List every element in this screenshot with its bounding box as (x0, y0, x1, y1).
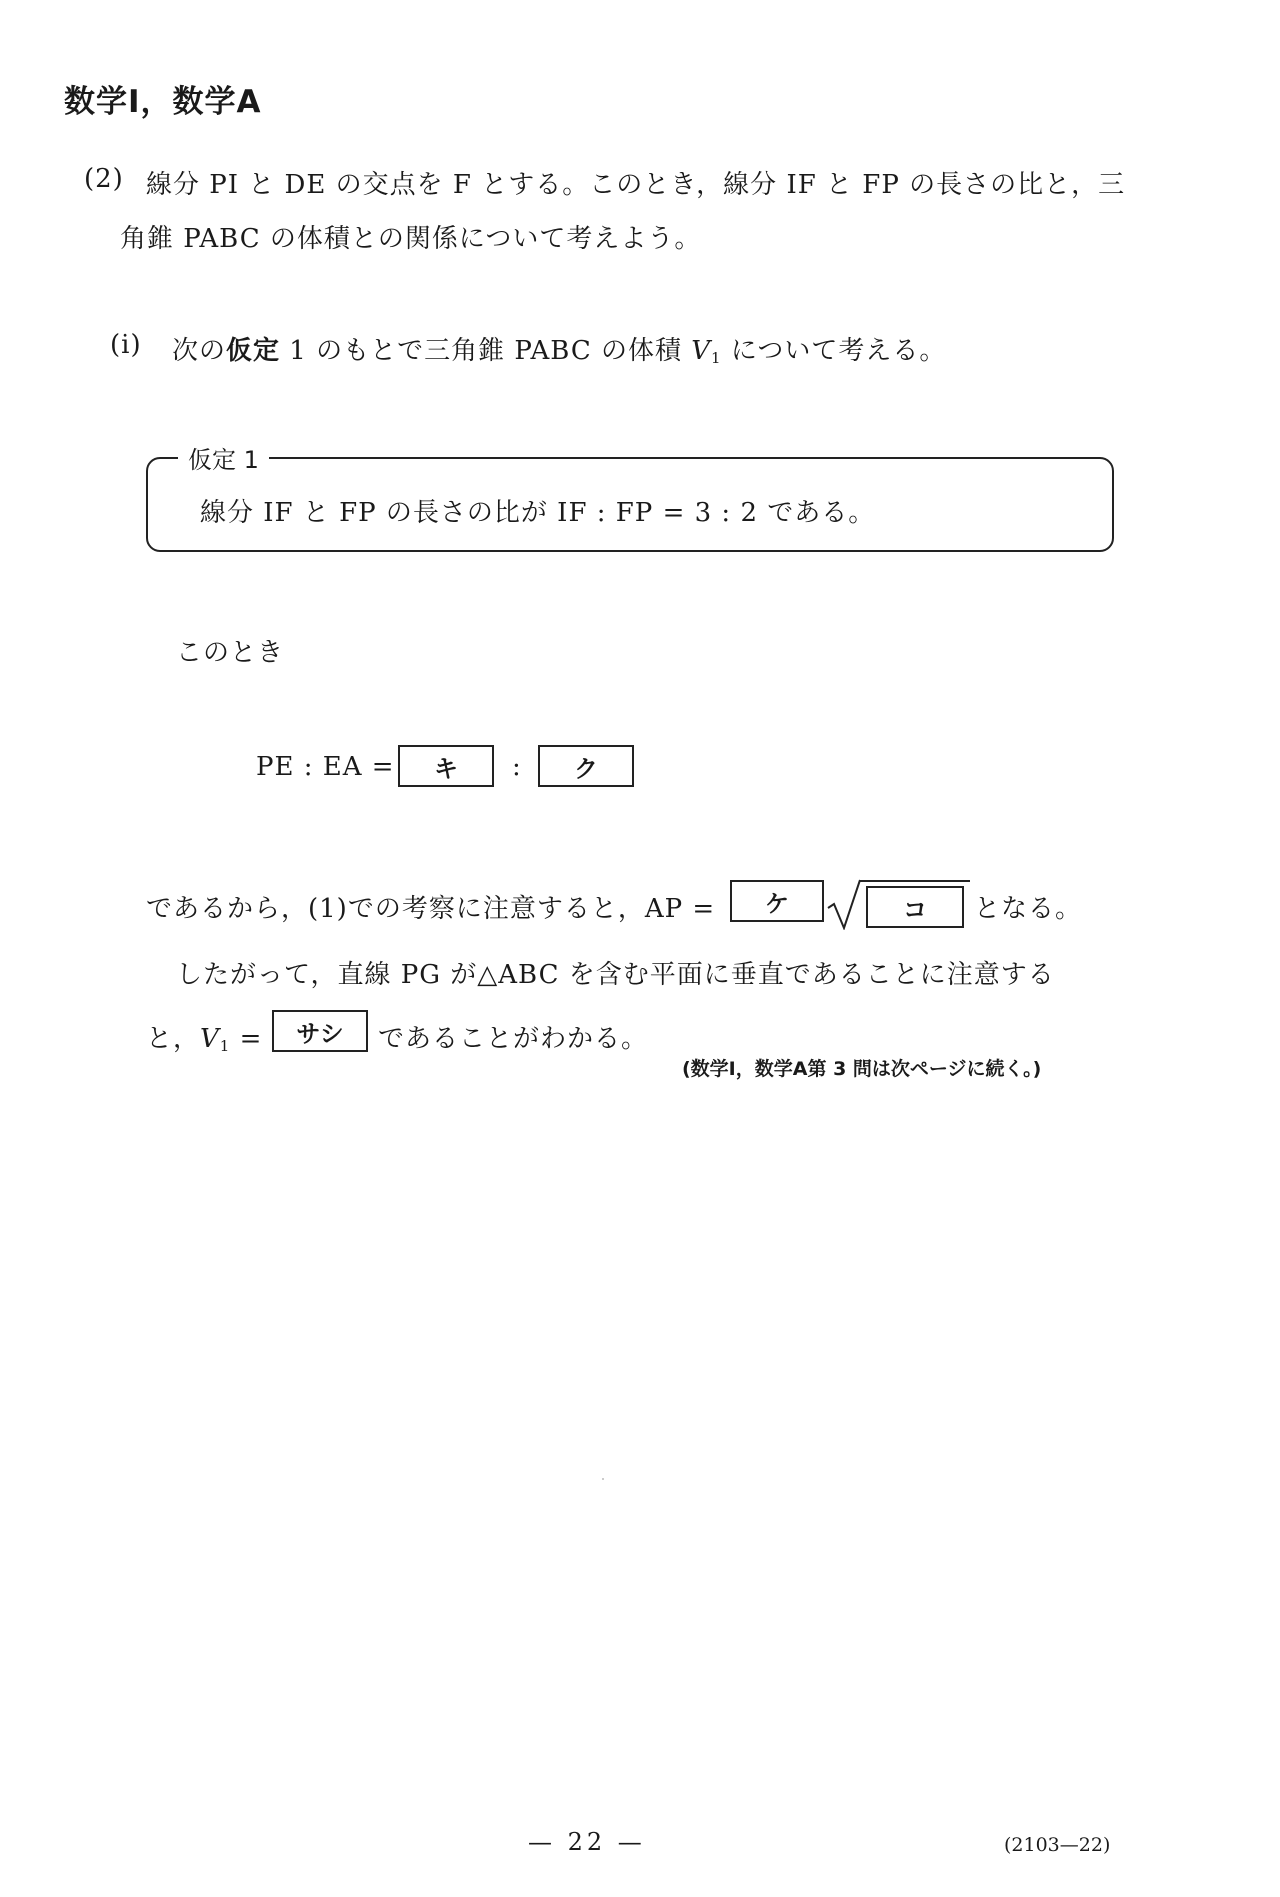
problem-2-label: (2) (84, 164, 124, 194)
problem-2-line-1: 線分 PI と DE の交点を F とする。このとき，線分 IF と FP の長さの比と，三 (146, 170, 1126, 200)
assumption-text: 線分 IF と FP の長さの比が IF : FP = 3 : 2 である。 (200, 498, 876, 528)
answer-box-ko[interactable]: コ (866, 886, 964, 928)
volume-variable: $V_1$ (691, 336, 722, 367)
square-root-icon (826, 878, 862, 930)
part-i-label: (i) (110, 330, 142, 360)
ratio-colon: : (512, 752, 522, 782)
ratio-lhs: PE : EA = (256, 752, 395, 782)
ap-line-after: となる。 (974, 894, 1083, 924)
scan-speck (602, 1478, 604, 1480)
section-header: 数学Ⅰ，数学A (64, 84, 262, 120)
answer-box-ke[interactable]: ケ (730, 880, 824, 922)
ap-line-text: であるから，(1)での考察に注意すると，AP = (146, 894, 716, 924)
square-root-bar (860, 880, 970, 882)
answer-box-ki[interactable]: キ (398, 745, 494, 787)
assumption-title: 仮定 1 (178, 440, 269, 475)
answer-box-ku[interactable]: ク (538, 745, 634, 787)
page-code: (2103—22) (1004, 1834, 1111, 1856)
then-text: このとき (176, 638, 285, 668)
v1-line-text: と，$V_1$ = (146, 1024, 263, 1055)
part-i-text: 次の仮定 1 のもとで三角錐 PABC の体積 $V_1$ について考える。 (172, 336, 947, 367)
v1-line-after: であることがわかる。 (378, 1024, 649, 1054)
continuation-note: (数学Ⅰ，数学A第 3 問は次ページに続く。) (682, 1058, 1042, 1080)
problem-2-line-2: 角錐 PABC の体積との関係について考えよう。 (120, 224, 702, 254)
v1-variable: $V_1$ (200, 1024, 231, 1055)
answer-box-sashi[interactable]: サシ (272, 1010, 368, 1052)
page-number: — 22 — (528, 1828, 646, 1856)
assumption-term: 仮定 (226, 336, 281, 366)
pg-line-text: したがって，直線 PG が△ABC を含む平面に垂直であることに注意する (176, 960, 1055, 990)
